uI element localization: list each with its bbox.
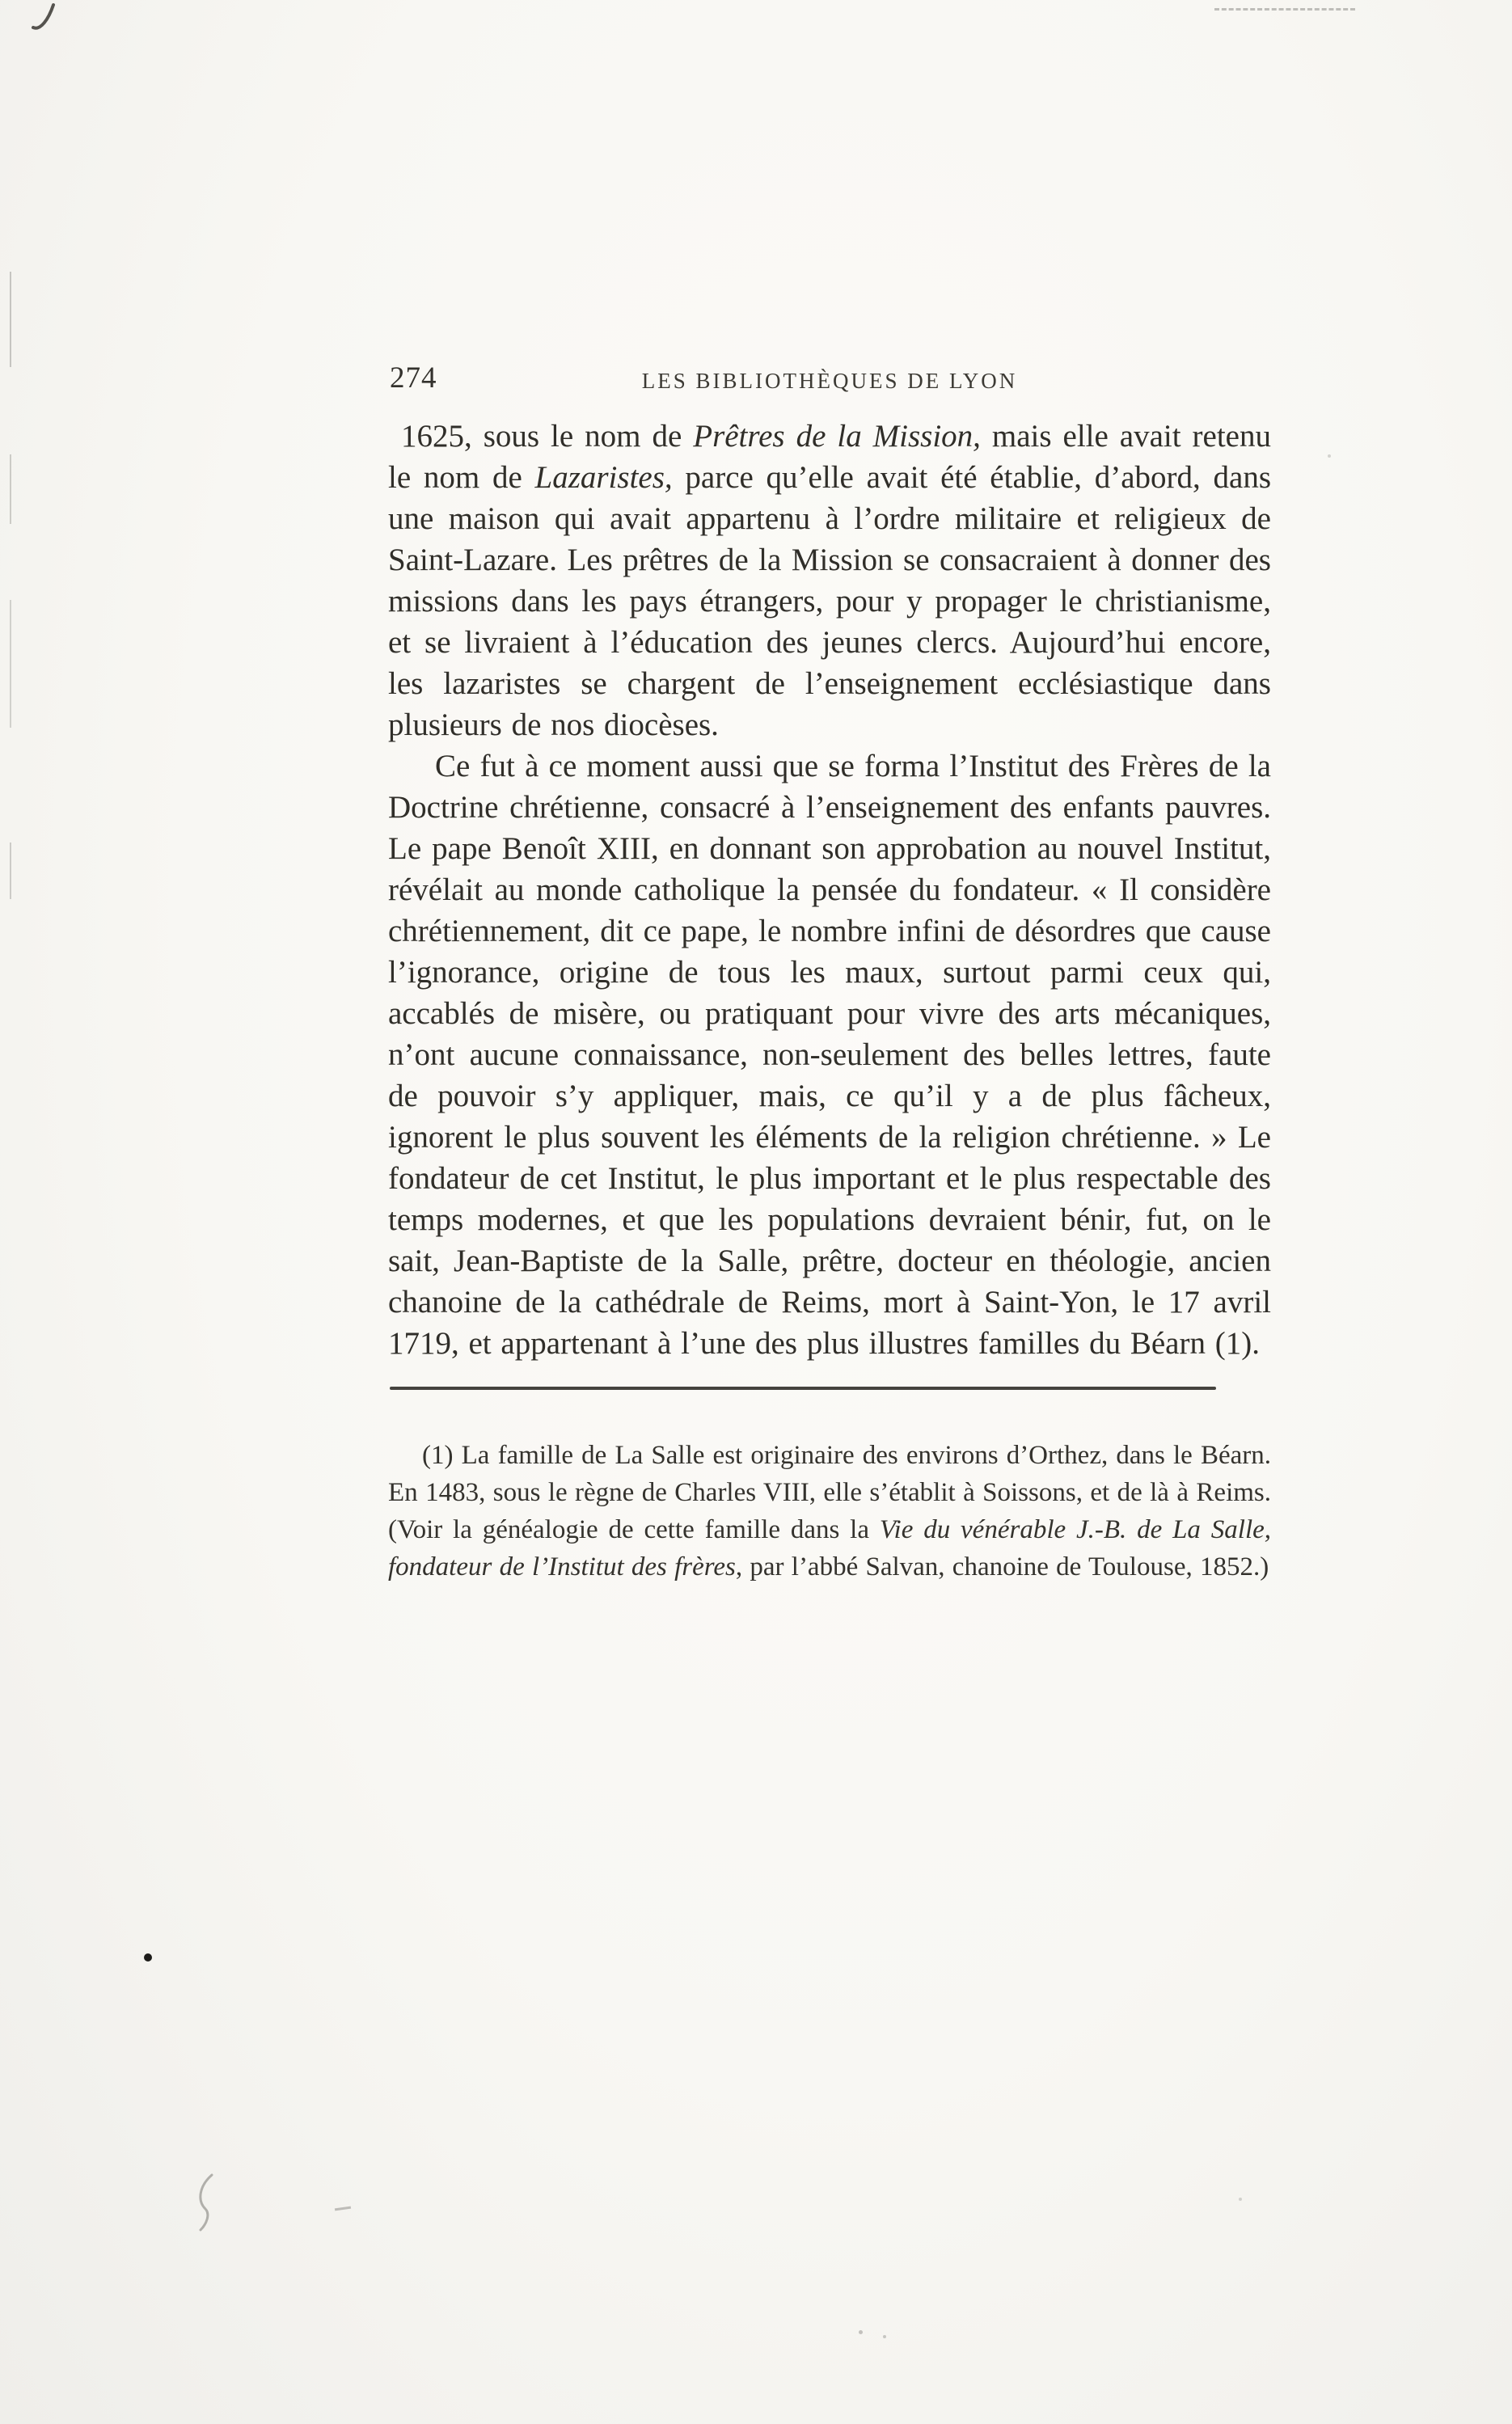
footnote-divider xyxy=(390,1387,1216,1390)
scan-speck xyxy=(1328,454,1331,458)
text-column xyxy=(388,354,1271,1612)
text-run: Vie du vénérable J.-B. de La Salle, fondateur de l’Institut des frères xyxy=(388,1515,1272,1582)
text-run: (1) La famille de La Salle est originaire des environs d’Orthez, dans le Béarn. En 1483, sous le règne de Charles VIII, elle s’établit à Soissons, et de là à Reims. (Voir la généalogie de cette famille dans la xyxy=(388,1441,1271,1544)
text-run: mais elle avait retenu le nom de xyxy=(388,419,1271,495)
scan-speck xyxy=(859,2330,863,2334)
text-run: , par l’abbé Salvan, chanoine de Toulouse, 1852.) xyxy=(735,1552,1269,1582)
scan-speck xyxy=(883,2335,886,2338)
left-margin-line xyxy=(10,272,11,367)
page-header xyxy=(388,354,1271,406)
text-run: 1625, sous le nom de xyxy=(401,419,694,454)
text-run: Prêtres de la Mission, xyxy=(693,419,981,454)
body-paragraph xyxy=(388,745,1271,1364)
footnote xyxy=(388,1437,1271,1586)
scan-dash-mark xyxy=(1214,8,1355,11)
body-paragraph xyxy=(388,416,1271,745)
text-run: Lazaristes, xyxy=(534,460,673,495)
scan-speck xyxy=(335,2207,351,2211)
scan-speck xyxy=(1239,2198,1242,2201)
pen-mark-icon xyxy=(29,2,63,48)
body-text xyxy=(388,416,1271,1364)
left-margin-line xyxy=(10,454,11,524)
text-run: Ce fut à ce moment aussi que se forma l’Institut des Frères de la Doctrine chrétienne, consacré à l’enseignement des enfants pauvres. Le pape Benoît XIII, en donnant son approbation au nouvel Institut, révélait au monde catholique la pensée du fondateur. « Il considère chrétiennement, dit ce pape, le nombre infini de désordres que cause l’ignorance, origine de tous les maux, surtout parmi ceux qui, accablés de misère, ou pratiquant pour vivre des arts mécaniques, n’ont aucune connaissance, non-seulement des belles lettres, faute de pouvoir s’y appliquer, mais, ce qu’il y a de plus fâcheux, ignorent le plus souvent les éléments de la religion chrétienne. » Le fondateur de cet Institut, le plus important et le plus respectable des temps modernes, et que les populations devraient bénir, fut, on le sait, Jean-Baptiste de la Salle, prêtre, docteur en théologie, ancien chanoine de la cathédrale de Reims, mort à Saint-Yon, le 17 avril 1719, et appartenant à l’une des plus illustres familles du Béarn (1). xyxy=(388,749,1271,1361)
text-run: parce qu’elle avait été établie, d’abord, dans une maison qui avait appartenu à l’ordre militaire et religieux de Saint-Lazare. Les prêtres de la Mission se consacraient à donner des missions dans les pays étrangers, pour y propager le christianisme, et se livraient à l’éducation des jeunes clercs. Aujourd’hui encore, les lazaristes se chargent de l’enseignement ecclésiastique dans plusieurs de nos diocèses. xyxy=(388,460,1271,742)
left-margin-line xyxy=(10,842,11,899)
running-title: LES BIBLIOTHÈQUES DE LYON xyxy=(641,369,1018,393)
page-number: 274 xyxy=(390,361,437,395)
ink-dot xyxy=(144,1953,152,1962)
left-margin-line xyxy=(10,600,11,728)
pencil-curl-mark xyxy=(196,2173,220,2237)
